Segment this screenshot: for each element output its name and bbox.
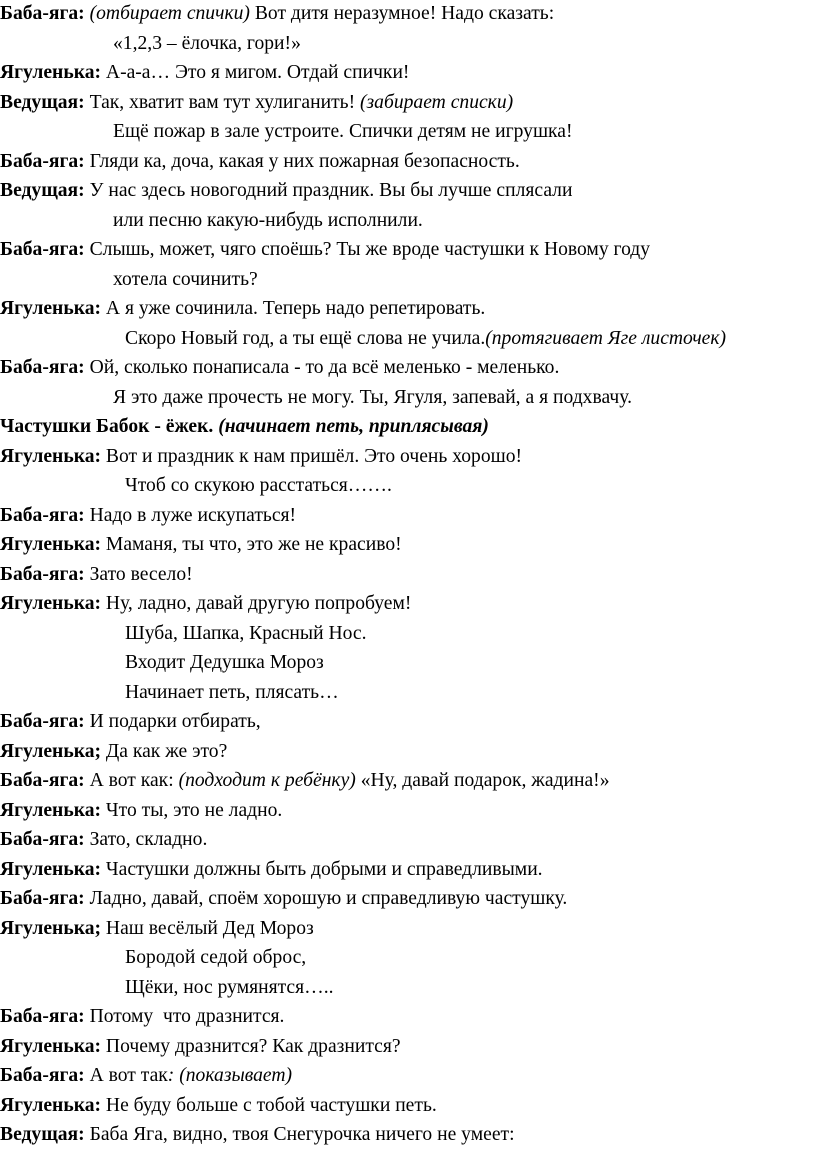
script-line [0,297,816,321]
speaker-name: Ягуленька: [0,446,102,467]
speaker-name: Ягуленька: [0,298,102,319]
speaker-name: Ягуленька: [0,62,102,83]
script-line [125,651,816,675]
line-text: Частушки должны быть добрыми и справедливыми. [101,859,543,880]
line-text: Я это даже прочесть не могу. Ты, Ягуля, запевай, а я подхвачу. [113,387,632,408]
script-line [0,858,816,882]
line-text: А вот так [84,1065,168,1086]
script-line [0,1035,816,1059]
speaker-name: Ягуленька; [0,741,102,762]
line-text: Гляди ка, доча, какая у них пожарная безопасность. [84,151,520,172]
line-text: или песню какую-нибудь исполнили. [113,210,423,231]
script-line [0,238,816,262]
speaker-name: Баба-яга: [0,239,85,260]
script-line [125,976,816,1000]
script-line [0,1123,816,1147]
line-text: Почему дразнится? Как дразнится? [101,1036,401,1057]
script-line [0,91,816,115]
line-text: Да как же это? [101,741,228,762]
speaker-name: Баба-яга: [0,1065,85,1086]
script-line [125,622,816,646]
stage-direction: (отбирает спички) [89,3,250,24]
stage-direction: (протягивает Яге листочек) [485,328,727,349]
speaker-name: Баба-яга: [0,770,85,791]
speaker-name: Баба-яга: [0,888,85,909]
speaker-name: Ягуленька: [0,1036,102,1057]
script-line [0,1005,816,1029]
line-text: Так, хватит вам тут хулиганить! [84,92,360,113]
speaker-name: Баба-яга: [0,564,85,585]
script-line [0,61,816,85]
script-line [0,1094,816,1118]
script-line [0,917,816,941]
line-text: Ладно, давай, споём хорошую и справедливую частушку. [84,888,568,909]
script-line [0,1064,816,1088]
script-line [0,504,816,528]
script-line [113,386,816,410]
script-line [0,592,816,616]
line-text: Щёки, нос румянятся….. [125,977,334,998]
speaker-name: Ягуленька: [0,800,102,821]
script-line [125,946,816,970]
speaker-name: Баба-яга: [0,505,85,526]
script-line [0,179,816,203]
speaker-name: Ягуленька; [0,918,102,939]
line-text: Бородой седой оброс, [125,947,307,968]
speaker-name: Ведущая: [0,92,85,113]
speaker-name: Баба-яга: [0,829,85,850]
stage-direction: : (показывает) [167,1065,293,1086]
script-line [0,563,816,587]
script-line [0,150,816,174]
speaker-name: Ягуленька: [0,859,102,880]
speaker-name: Ягуленька: [0,534,102,555]
line-text: Входит Дедушка Мороз [125,652,324,673]
line-text: Вот и праздник к нам пришёл. Это очень хорошо! [101,446,523,467]
line-text: Ещё пожар в зале устроите. Спички детям не игрушка! [113,121,573,142]
speaker-name: Баба-яга: [0,711,85,732]
line-text: Что ты, это не ладно. [101,800,283,821]
line-text: Баба Яга, видно, твоя Снегурочка ничего не умеет: [84,1124,515,1145]
script-line [113,120,816,144]
script-line [0,445,816,469]
line-text-continued: «Ну, давай подарок, жадина!» [355,770,610,791]
speaker-name: Баба-яга: [0,151,85,172]
line-text: Надо в луже искупаться! [84,505,297,526]
line-text: Наш весёлый Дед Мороз [101,918,314,939]
speaker-name: Ягуленька: [0,593,102,614]
line-text: Не буду больше с тобой частушки петь. [101,1095,437,1116]
script-line [0,828,816,852]
line-text: Вот дитя неразумное! Надо сказать: [249,3,555,24]
line-text: Слышь, может, чяго споёшь? Ты же вроде частушки к Новому году [84,239,651,260]
line-text: Шуба, Шапка, Красный Нос. [125,623,367,644]
line-text: Начинает петь, плясать… [125,682,339,703]
speaker-name: Баба-яга: [0,357,85,378]
section-title-line [0,415,816,439]
line-text: Зато, складно. [84,829,208,850]
speaker-name: Ягуленька: [0,1095,102,1116]
speaker-name: Баба-яга: [0,3,85,24]
line-text: Маманя, ты что, это же не красиво! [101,534,402,555]
speaker-name: Баба-яга: [0,1006,85,1027]
line-text: А я уже сочинила. Теперь надо репетировать. [101,298,486,319]
line-text: Потому что дразнится. [84,1006,285,1027]
script-line [0,2,816,26]
line-text: «1,2,3 – ёлочка, гори!» [113,33,301,54]
stage-direction: (забирает списки) [360,92,514,113]
script-line [0,887,816,911]
line-text: Чтоб со скукою расстаться……. [125,475,392,496]
line-text: Ой, сколько понаписала - то да всё меленько - меленько. [84,357,560,378]
script-line [0,710,816,734]
section-title: Частушки Бабок - ёжек. [0,416,214,437]
line-text: Ну, ладно, давай другую попробуем! [101,593,412,614]
script-line [113,268,816,292]
line-text: Зато весело! [84,564,193,585]
script-line [0,769,816,793]
script-line [113,209,816,233]
speaker-name: Ведущая: [0,180,85,201]
script-line [0,356,816,380]
script-line [0,533,816,557]
script-line [0,799,816,823]
speaker-name: Ведущая: [0,1124,85,1145]
line-text: хотела сочинить? [113,269,258,290]
stage-direction: (подходит к ребёнку) [178,770,356,791]
script-line [125,474,816,498]
script-line [0,740,816,764]
line-text: И подарки отбирать, [84,711,261,732]
stage-direction: (начинает петь, приплясывая) [213,416,489,437]
script-line [113,32,816,56]
line-text: А-а-а… Это я мигом. Отдай спички! [101,62,410,83]
script-line [125,327,816,351]
script-line [125,681,816,705]
line-text: У нас здесь новогодний праздник. Вы бы лучше сплясали [84,180,573,201]
line-text: Скоро Новый год, а ты ещё слова не учила. [125,328,486,349]
line-text: А вот как: [84,770,179,791]
